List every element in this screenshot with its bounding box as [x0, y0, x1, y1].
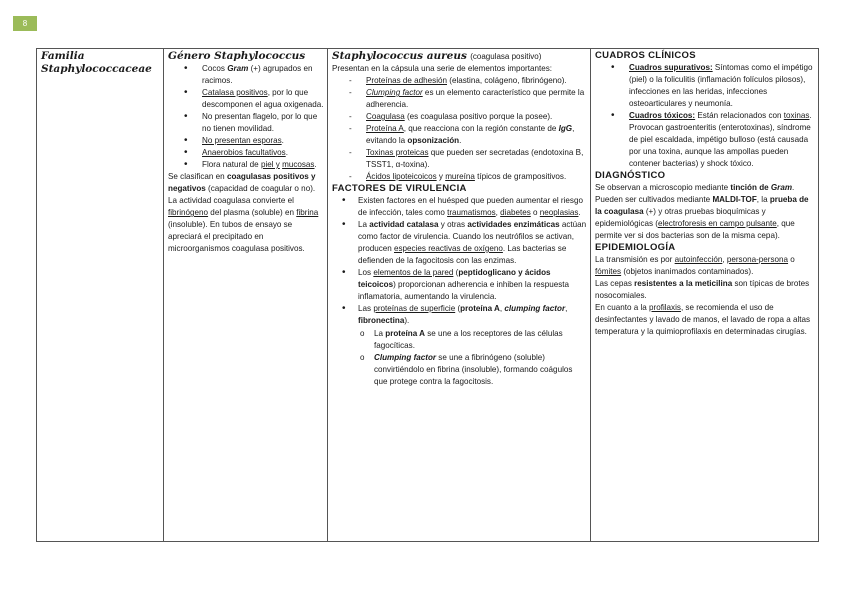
list-item: • Catalasa positivos, por lo que descomponen el agua oxigenada.: [168, 87, 324, 111]
virulence-factors-list: [332, 195, 587, 388]
list-item: • Cuadros supurativos: Síntomas como el impétigo (piel) o la foliculitis (inflamación folículos pilosos), infecciones en las heridas, infecciones osteoarticulares y neumonía.: [595, 62, 815, 110]
epidemiology-paragraph-1: La transmisión es por autoinfección, persona-persona o fómites (objetos inanimados contaminados).: [595, 255, 795, 276]
family-cell: [37, 49, 164, 542]
genus-title: Género Staphylococcus: [168, 50, 306, 62]
genus-features-list: [168, 63, 324, 171]
clinical-list: [595, 62, 815, 170]
list-item: - Proteína A, que reacciona con la región constante de IgG, evitando la opsonización.: [332, 123, 587, 147]
species-intro: Presentan en la cápsula una serie de elementos importantes:: [332, 64, 553, 73]
coagulasa-paragraph: Se clasifican en coagulasas positivos y negativos (capacidad de coagular o no). La actividad coagulasa convierte el fibrinógeno del plasma (soluble) en fibrina (insoluble). En tubos de ensayo se apreciará el precipitado en microorganismos coagulasa positivos.: [168, 172, 319, 253]
diagnosis-paragraph: Se observan a microscopio mediante tinción de Gram. Pueden ser cultivados mediante MALDI-TOF, la prueba de la coagulasa (+) y otras pruebas bioquímicas y epidemiológicas (electroforesis en campo pulsante, que permite ver si dos bacterias son de la misma cepa).: [595, 183, 809, 240]
list-item: • Las proteínas de superficie (proteína A, clumping factor, fibronectina). o La proteína A se une a los receptores de las células fagocíticas. o Clumping factor se une a fibrinógeno (soluble) convirtiéndolo en fibrina (insoluble), formando coágulos que protege contra la fagocitosis.: [332, 303, 587, 388]
list-item: - Toxinas proteicas que pueden ser secretadas (endotoxina B, TSST1, α-toxina).: [332, 147, 587, 171]
clinical-section-title: CUADROS CLÍNICOS: [595, 50, 696, 61]
list-item: o Clumping factor se une a fibrinógeno (soluble) convirtiéndolo en fibrina (insoluble), formando coágulos que protege contra la fagocitosis.: [358, 352, 587, 388]
list-item: - Coagulasa (es coagulasa positivo porque la posee).: [332, 111, 587, 123]
species-title: Staphylococcus aureus (coagulasa positivo): [332, 50, 542, 62]
list-item: - Ácidos lipoteicoicos y mureína típicos de grampositivos.: [332, 171, 587, 183]
list-item: o La proteína A se une a los receptores de las células fagocíticas.: [358, 328, 587, 352]
species-cell: [328, 49, 591, 542]
list-item: • Existen factores en el huésped que pueden aumentar el riesgo de infección, tales como traumatismos, diabetes o neoplasias.: [332, 195, 587, 219]
diagnosis-section-title: DIAGNÓSTICO: [595, 170, 666, 181]
epidemiology-paragraph-2: Las cepas resistentes a la meticilina son típicas de brotes nosocomiales.: [595, 279, 810, 300]
epidemiology-paragraph-3: En cuanto a la profilaxis, se recomienda el uso de desinfectantes y lavado de manos, el lavado de ropa a altas temperatura y la quimioprofilaxis en determinadas cirugías.: [595, 303, 811, 336]
list-item: • No presentan flagelo, por lo que no tienen movilidad.: [168, 111, 324, 135]
surface-proteins-sublist: [358, 328, 587, 388]
list-item: • Cocos Gram (+) agrupados en racimos.: [168, 63, 324, 87]
list-item: • Anaerobios facultativos.: [168, 147, 324, 159]
page-number-badge: 8: [13, 16, 37, 31]
summary-table: [36, 48, 819, 542]
clinical-cell: [591, 49, 819, 542]
list-item: • No presentan esporas.: [168, 135, 324, 147]
virulence-section-title: FACTORES DE VIRULENCIA: [332, 183, 467, 194]
epidemiology-section-title: EPIDEMIOLOGÍA: [595, 242, 676, 253]
list-item: • Cuadros tóxicos: Están relacionados con toxinas. Provocan gastroenteritis (enterotoxinas), síndrome de piel escaldada, impétigo bulloso (está causada por una toxina, aunque las ampollas pueden contener bacterias) y shock tóxico.: [595, 110, 815, 170]
capsule-elements-list: [332, 75, 587, 183]
genus-cell: [164, 49, 328, 542]
list-item: • La actividad catalasa y otras actividades enzimáticas actúan como factor de virulencia. Cuando los neutrófilos se activan, producen especies reactivas de oxígeno. Las bacterias se defienden de la fagocitosis con las enzimas.: [332, 219, 587, 267]
list-item: • Flora natural de piel y mucosas.: [168, 159, 324, 171]
list-item: • Los elementos de la pared (peptidoglicano y ácidos teicoicos) proporcionan adherencia e inhiben la respuesta inflamatoria, aumentando la virulencia.: [332, 267, 587, 303]
list-item: - Proteínas de adhesión (elastina, colágeno, fibrinógeno).: [332, 75, 587, 87]
family-title: Familia Staphylococcaceae: [41, 50, 152, 75]
list-item: - Clumping factor es un elemento característico que permite la adherencia.: [332, 87, 587, 111]
